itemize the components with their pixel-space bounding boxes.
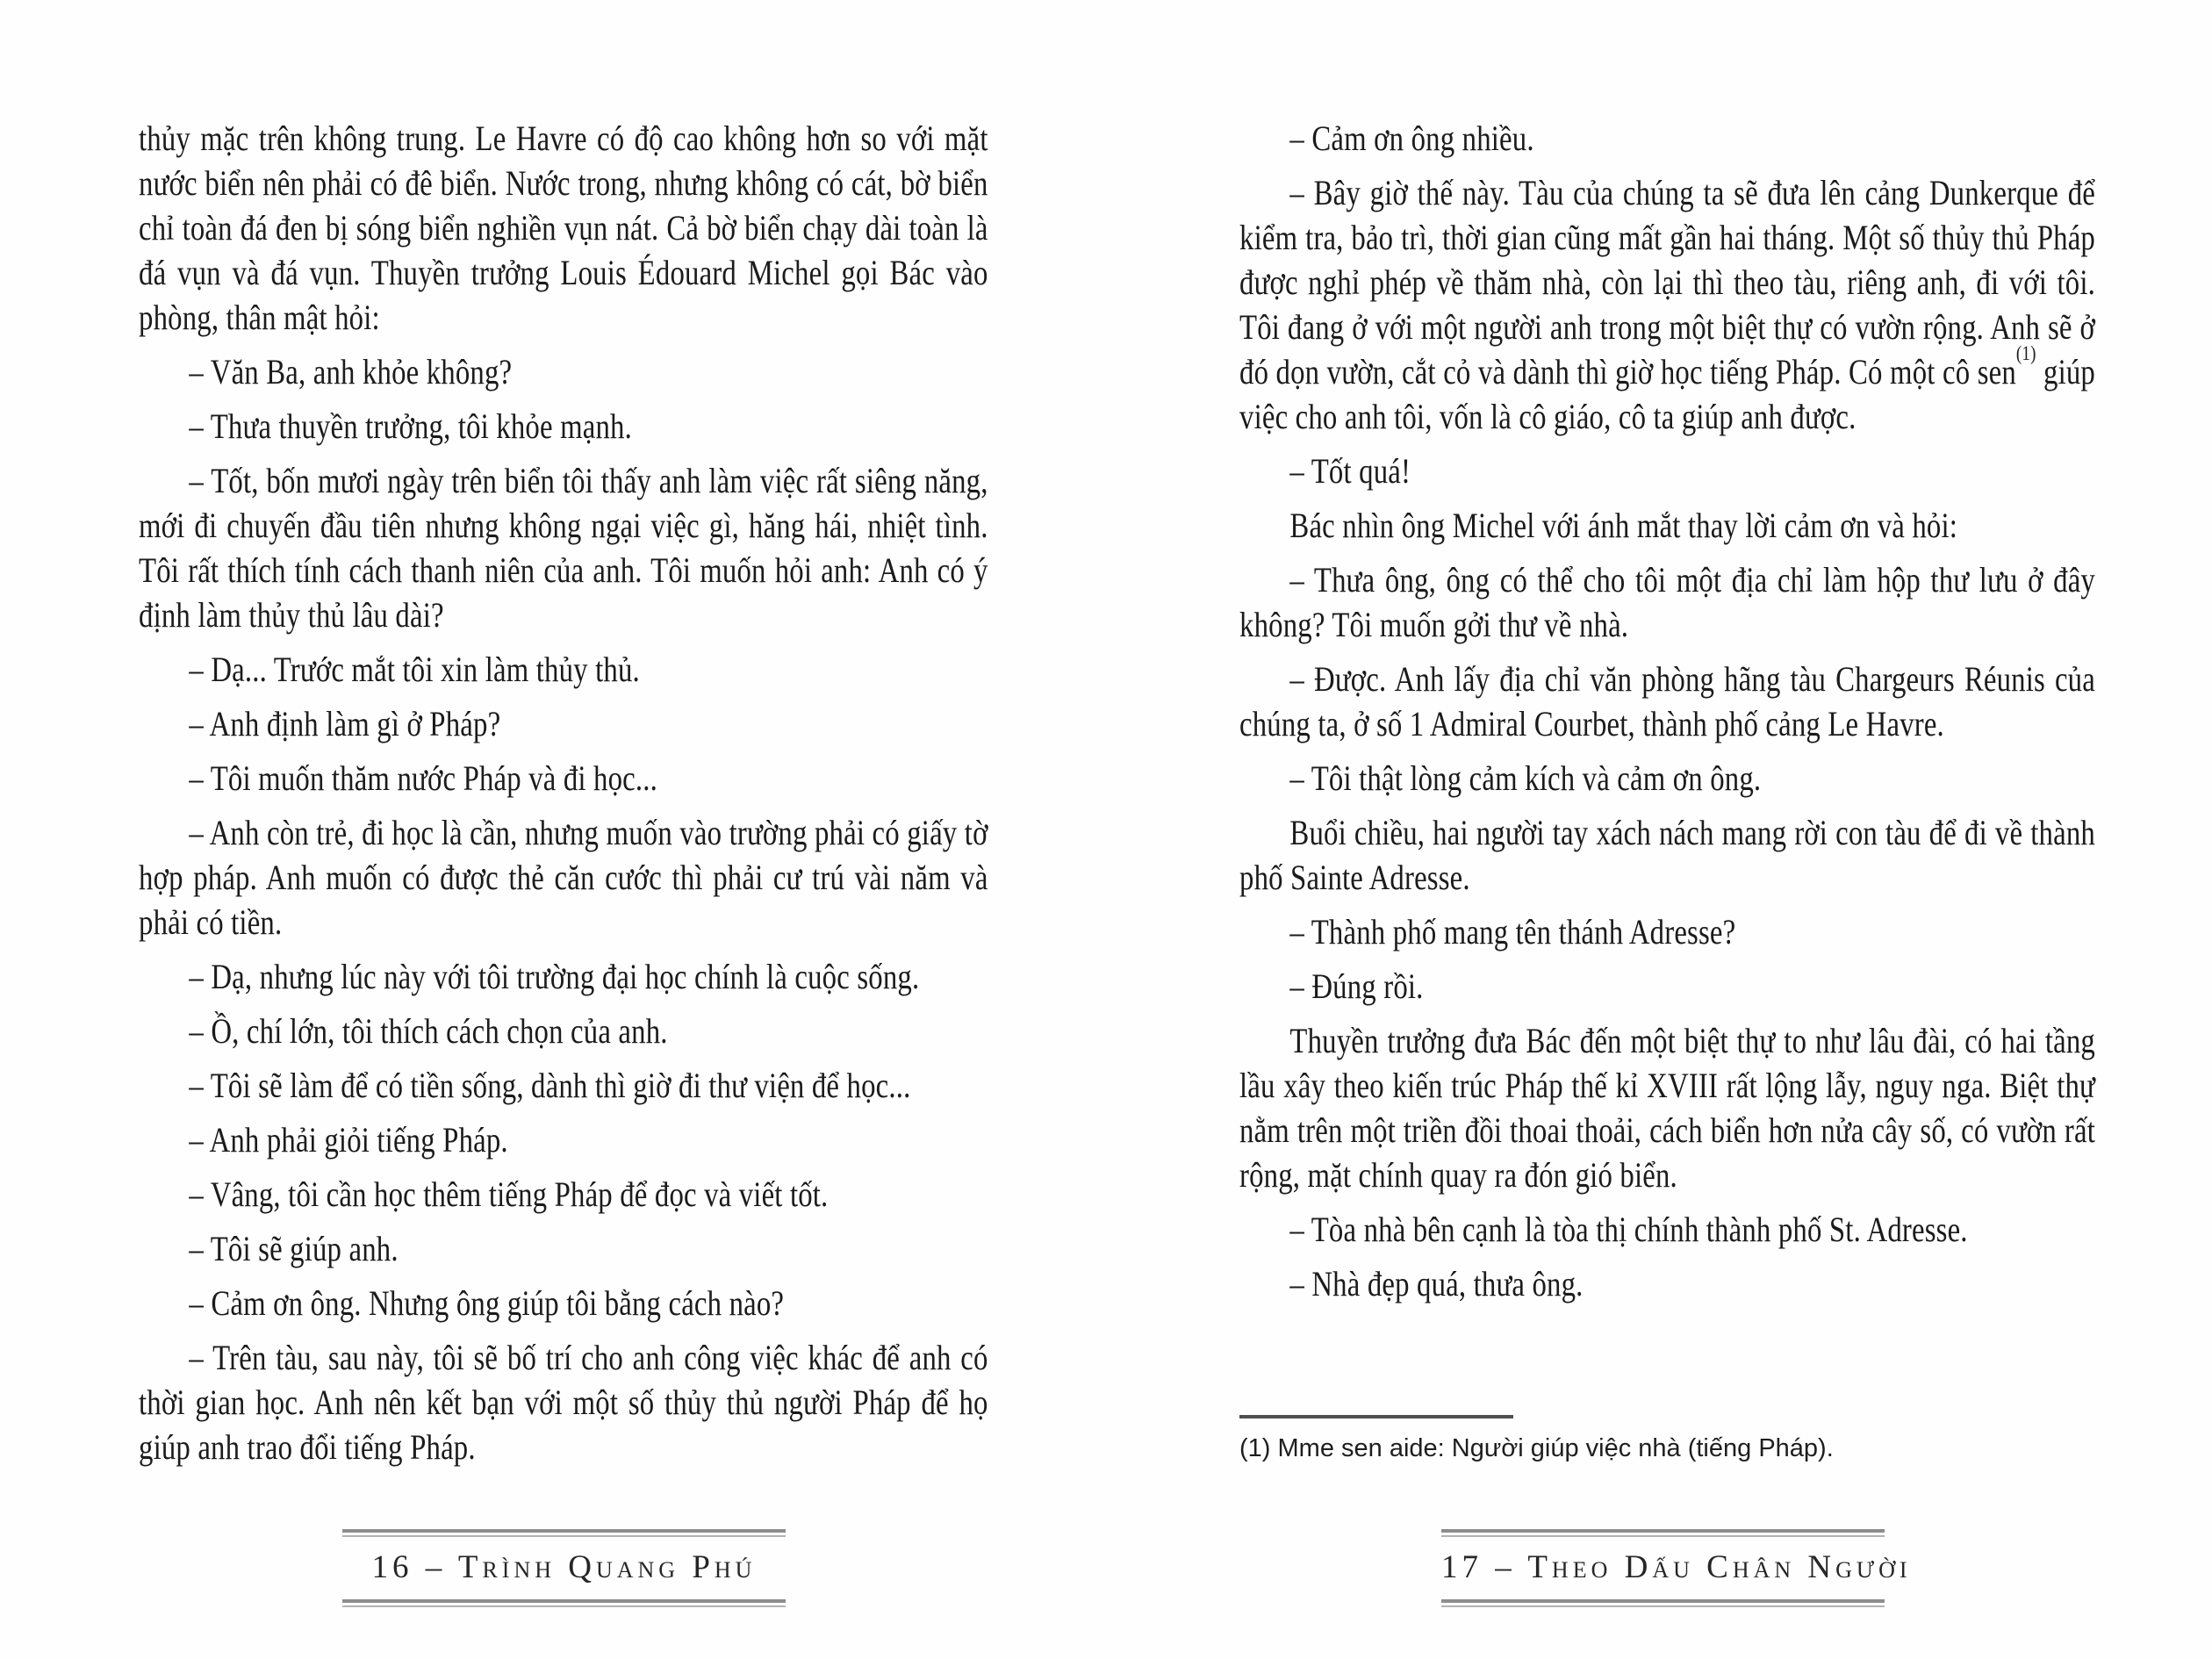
paragraph: – Bây giờ thế này. Tàu của chúng ta sẽ đưa lên cảng Dunkerque để kiểm tra, bảo trì, thời gian cũng mất gần hai tháng. Một số thủy thủ Pháp được nghỉ phép về thăm nhà, còn lại thì theo tàu, riêng anh, đi với tôi. Tôi đang ở với một người anh trong một biệt thự có vườn rộng. Anh sẽ ở đó dọn vườn, cắt cỏ và dành thì giờ học tiếng Pháp. Có một cô sen$^{(1)}$ giúp việc cho anh tôi, vốn là cô giáo, cô ta giúp anh được. — [1239, 173, 2095, 436]
paragraph: – Tôi sẽ làm để có tiền sống, dành thì giờ đi thư viện để học... — [189, 1066, 911, 1105]
paragraph: – Tôi muốn thăm nước Pháp và đi học... — [189, 758, 658, 798]
paragraph: – Đúng rồi. — [1289, 966, 1424, 1006]
paragraph: – Nhà đẹp quá, thưa ông. — [1289, 1264, 1584, 1304]
footer-left-label: 16 – Trình Quang Phú — [371, 1549, 757, 1585]
paragraph: – Dạ... Trước mắt tôi xin làm thủy thủ. — [189, 650, 640, 689]
paragraph: – Thưa ông, ông có thể cho tôi một địa chỉ làm hộp thư lưu ở đây không? Tôi muốn gởi thư về nhà. — [1239, 560, 2095, 644]
footnote-rule — [1239, 1415, 1513, 1418]
paragraph: – Vâng, tôi cần học thêm tiếng Pháp để đọc và viết tốt. — [189, 1174, 829, 1214]
footer-rule-bottom — [1441, 1599, 1885, 1607]
paragraph: – Được. Anh lấy địa chỉ văn phòng hãng tàu Chargeurs Réunis của chúng ta, ở số 1 Admiral Courbet, thành phố cảng Le Havre. — [1239, 659, 2095, 743]
paragraph: – Tôi thật lòng cảm kích và cảm ơn ông. — [1289, 758, 1762, 798]
paragraph: – Dạ, nhưng lúc này với tôi trường đại học chính là cuộc sống. — [189, 957, 920, 996]
left-page-text — [139, 116, 988, 1469]
paragraph: – Thành phố mang tên thánh Adresse? — [1289, 912, 1736, 952]
footnote-text: (1) Mme sen aide: Người giúp việc nhà (tiếng Pháp). — [1239, 1434, 1834, 1462]
paragraph: – Cảm ơn ông. Nhưng ông giúp tôi bằng cách nào? — [189, 1283, 785, 1323]
paragraph: – Thưa thuyền trưởng, tôi khỏe mạnh. — [189, 406, 632, 446]
paragraph: – Tốt quá! — [1289, 451, 1411, 491]
footnote-ref: (1) — [2015, 341, 2036, 365]
paragraph: – Anh phải giỏi tiếng Pháp. — [189, 1120, 508, 1160]
footer-right — [1441, 1529, 1912, 1607]
right-page-text — [1239, 116, 2095, 1306]
paragraph: – Ồ, chí lớn, tôi thích cách chọn của anh. — [189, 1011, 668, 1051]
footer-left — [342, 1529, 786, 1607]
paragraph: – Trên tàu, sau này, tôi sẽ bố trí cho anh công việc khác để anh có thời gian học. Anh nên kết bạn với một số thủy thủ người Pháp để họ giúp anh trao đổi tiếng Pháp. — [139, 1338, 988, 1467]
paragraph: Buổi chiều, hai người tay xách nách mang rời con tàu để đi về thành phố Sainte Adresse. — [1239, 813, 2095, 897]
paragraph: – Văn Ba, anh khỏe không? — [189, 352, 513, 391]
footer-rule-top — [1441, 1529, 1885, 1537]
paragraph: thủy mặc trên không trung. Le Havre có độ cao không hơn so với mặt nước biển nên phải có đê biển. Nước trong, nhưng không có cát, bờ biển chỉ toàn đá đen bị sóng biển nghiền vụn nát. Cả bờ biển chạy dài toàn là đá vụn và đá vụn. Thuyền trưởng Louis Édouard Michel gọi Bác vào phòng, thân mật hỏi: — [139, 118, 988, 337]
paragraph: – Tòa nhà bên cạnh là tòa thị chính thành phố St. Adresse. — [1289, 1210, 1968, 1249]
paragraph: – Tôi sẽ giúp anh. — [189, 1229, 399, 1268]
left-page — [139, 116, 988, 1469]
footer-rule-top — [342, 1529, 786, 1537]
paragraph: Bác nhìn ông Michel với ánh mắt thay lời cảm ơn và hỏi: — [1289, 506, 1958, 545]
footnote-block — [1239, 1415, 2095, 1464]
paragraph: – Anh định làm gì ở Pháp? — [189, 704, 501, 743]
paragraph: – Cảm ơn ông nhiều. — [1289, 118, 1534, 158]
paragraph: – Anh còn trẻ, đi học là cần, nhưng muốn vào trường phải có giấy tờ hợp pháp. Anh muốn có được thẻ căn cước thì phải cư trú vài năm và phải có tiền. — [139, 813, 988, 942]
footer-rule-bottom — [342, 1599, 786, 1607]
right-page — [1239, 116, 2095, 1306]
paragraph: Thuyền trưởng đưa Bác đến một biệt thự to như lâu đài, có hai tầng lầu xây theo kiến trúc Pháp thế kỉ XVIII rất lộng lẫy, nguy nga. Biệt thự nằm trên một triền đồi thoai thoải, cách biển hơn nửa cây số, có vườn rất rộng, mặt chính quay ra đón gió biển. — [1239, 1021, 2095, 1195]
footer-right-label: 17 – Theo Dấu Chân Người — [1441, 1549, 1912, 1585]
paragraph: – Tốt, bốn mươi ngày trên biển tôi thấy anh làm việc rất siêng năng, mới đi chuyến đầu tiên nhưng không ngại việc gì, hăng hái, nhiệt tình. Tôi rất thích tính cách thanh niên của anh. Tôi muốn hỏi anh: Anh có ý định làm thủy thủ lâu dài? — [139, 461, 988, 635]
